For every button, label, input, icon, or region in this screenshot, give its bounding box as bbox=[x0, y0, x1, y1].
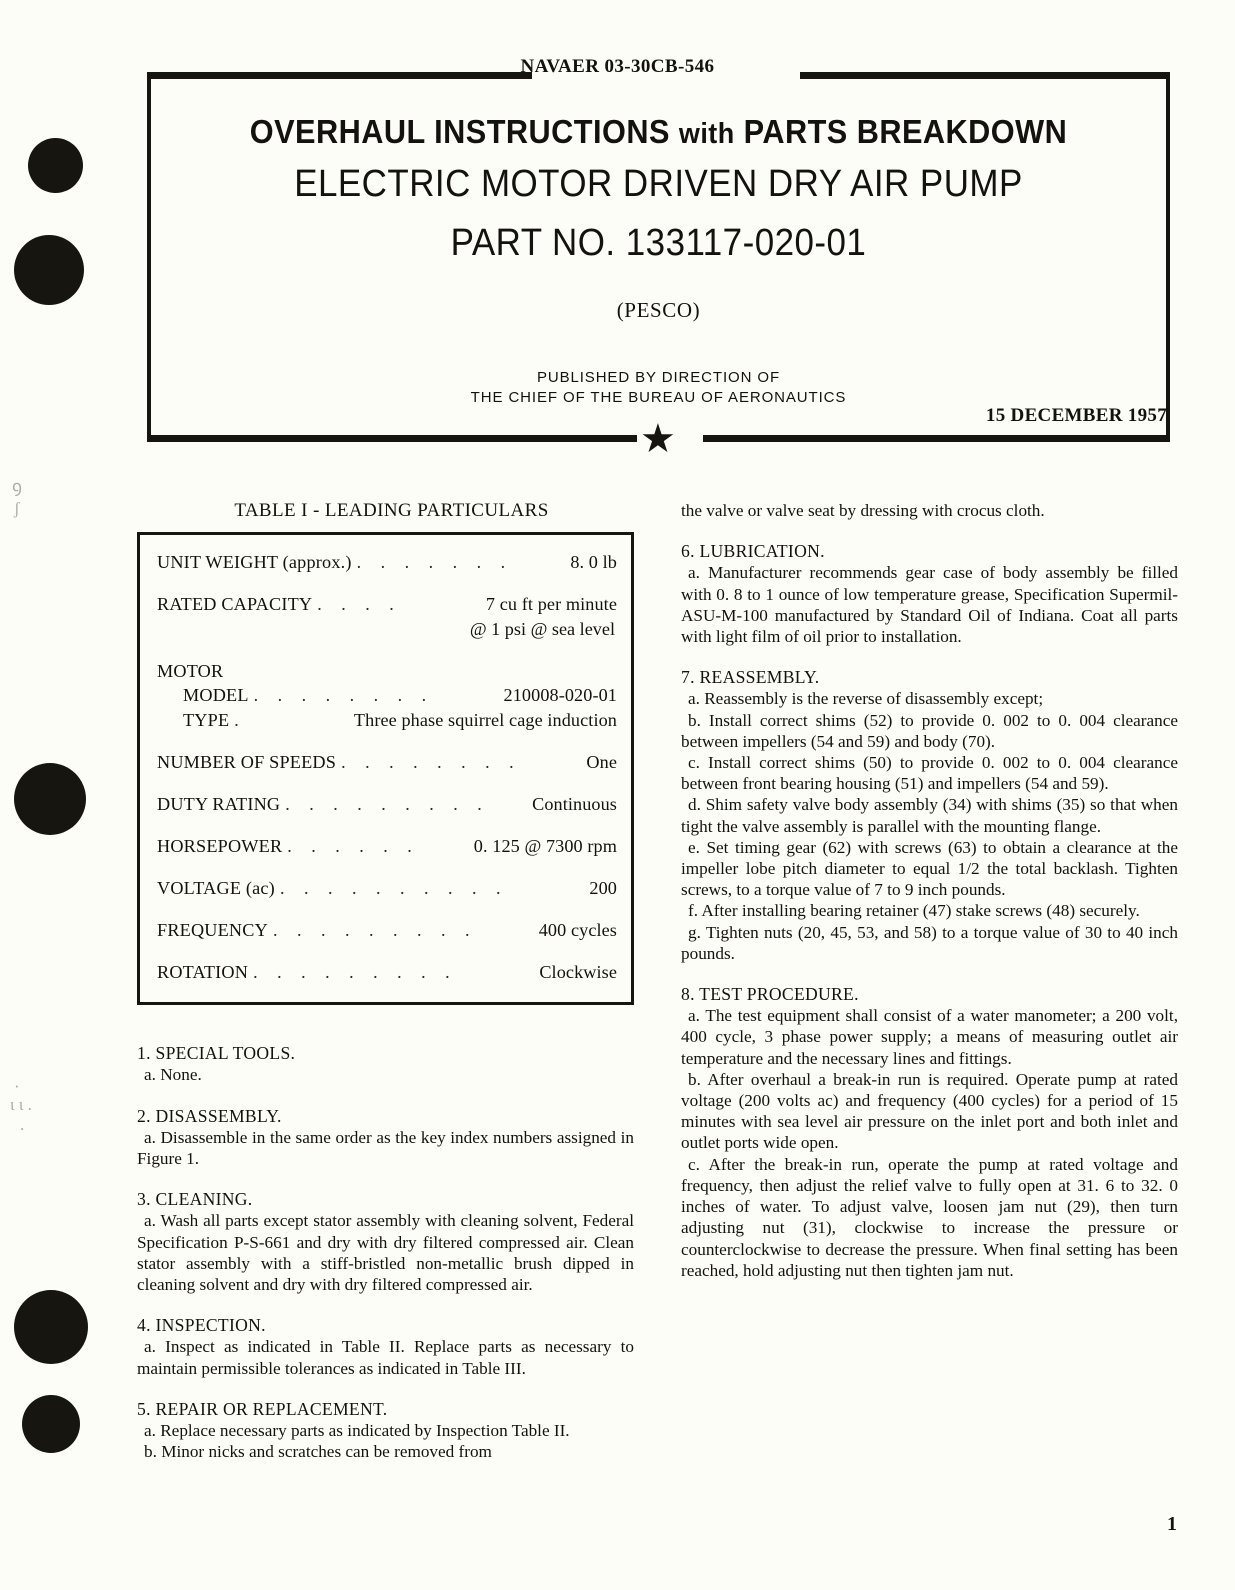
publication-date: 15 DECEMBER 1957 bbox=[985, 405, 1167, 426]
section-repair-or-replacement bbox=[137, 1399, 634, 1463]
published-by-line-1: PUBLISHED BY DIRECTION OF bbox=[536, 369, 781, 386]
row-label: TYPE bbox=[183, 710, 230, 731]
left-column bbox=[137, 500, 634, 1462]
row-label: FREQUENCY bbox=[157, 920, 268, 941]
section-paragraph: g. Tighten nuts (20, 45, 53, and 58) to a torque value of 30 to 40 inch pounds. bbox=[681, 922, 1178, 963]
section-heading: 2. DISASSEMBLY. bbox=[137, 1105, 282, 1126]
table-row bbox=[157, 919, 617, 942]
scan-artifact: · bbox=[14, 1077, 20, 1096]
leader-dots: . . . . . . . . bbox=[341, 752, 522, 773]
section-paragraph: a. Inspect as indicated in Table II. Replace parts as necessary to maintain permissible tolerances as indicated in Table III. bbox=[137, 1337, 634, 1378]
leader-dots: . . . . . . . . . . bbox=[279, 878, 508, 899]
section-paragraph: e. Set timing gear (62) with screws (63) to obtain a clearance at the impeller lobe pitch diameter to equal 1/2 the total backlash. Tighten screws, to a torque value of 7 to 9 inch pounds. bbox=[681, 837, 1178, 900]
scan-artifact: . bbox=[20, 1115, 25, 1134]
published-by-block bbox=[147, 368, 1170, 408]
row-label: NUMBER OF SPEEDS bbox=[157, 752, 337, 773]
binder-hole-mark bbox=[14, 1290, 88, 1364]
scan-artifact: ʃ bbox=[14, 499, 20, 518]
title-part-number: PART NO. 133117-020-01 bbox=[450, 222, 867, 264]
table-row bbox=[157, 684, 617, 707]
row-value: Continuous bbox=[532, 794, 617, 815]
table-row bbox=[157, 709, 617, 732]
row-value: 210008-020-01 bbox=[503, 685, 617, 706]
section-paragraph: a. Disassemble in the same order as the key index numbers assigned in Figure 1. bbox=[137, 1127, 634, 1169]
section-paragraph: b. Install correct shims (52) to provide 0. 002 to 0. 004 clearance between impellers (54 and 59) and body (70). bbox=[681, 710, 1178, 751]
section-heading: 6. LUBRICATION. bbox=[681, 541, 825, 562]
section-paragraph: a. None. bbox=[144, 1065, 202, 1085]
section-reassembly bbox=[681, 667, 1178, 964]
row-label: HORSEPOWER bbox=[157, 836, 283, 857]
title-parts-breakdown: PARTS BREAKDOWN bbox=[743, 113, 1068, 150]
published-by-line-2: THE CHIEF OF THE BUREAU OF AERONAUTICS bbox=[470, 389, 847, 406]
right-column bbox=[681, 500, 1178, 1281]
row-label: MODEL bbox=[183, 685, 249, 706]
table-row bbox=[157, 961, 617, 984]
section-paragraph: a. Wash all parts except stator assembly with cleaning solvent, Federal Specification P-S-661 and dry with dry filtered compressed air. Clean stator assembly with a stiff-bristled non-metallic brush dipped in cleaning solvent and dry with dry filtered compressed air. bbox=[137, 1211, 634, 1295]
title-line-1 bbox=[183, 113, 1134, 151]
binder-hole-mark bbox=[14, 763, 86, 835]
section-heading: 1. SPECIAL TOOLS. bbox=[137, 1043, 296, 1064]
section-paragraph: a. The test equipment shall consist of a water manometer; a 200 volt, 400 cycle, 3 phase power supply; a means of measuring outlet air temperature and the necessary lines and fittings. bbox=[681, 1006, 1178, 1068]
section-paragraph: b. Minor nicks and scratches can be removed from bbox=[144, 1442, 492, 1462]
manufacturer-name: (PESCO) bbox=[616, 298, 701, 322]
table-one-caption: TABLE I - LEADING PARTICULARS bbox=[234, 500, 549, 521]
section-disassembly bbox=[137, 1106, 634, 1170]
row-value: 0. 125 @ 7300 rpm bbox=[473, 836, 617, 857]
section-paragraph: c. After the break-in run, operate the pump at rated voltage and frequency, then adjust the relief valve to fully open at 31. 6 to 32. 0 inches of water. To adjust valve, loosen jam nut (29), then turn adjusting nut (31), clockwise to increase the pressure or counterclockwise to decrease the pressure. When final setting has been reached, hold adjusting nut then tighten jam nut. bbox=[681, 1154, 1178, 1280]
section-cleaning bbox=[137, 1189, 634, 1295]
leader-dots: . . . . . . . . . bbox=[253, 962, 458, 983]
title-overhaul-instructions: OVERHAUL INSTRUCTIONS bbox=[249, 113, 670, 150]
section-test-procedure bbox=[681, 984, 1178, 1281]
section-inspection bbox=[137, 1315, 634, 1379]
section-paragraph: b. After overhaul a break-in run is required. Operate pump at rated voltage (200 volts ac) and frequency (400 cycles) for a period of 15 minutes with sea level air pressure on the inlet port and both inlet and outlet ports wide open. bbox=[681, 1069, 1178, 1153]
section-heading: 4. INSPECTION. bbox=[137, 1315, 266, 1336]
section-paragraph: a. Replace necessary parts as indicated by Inspection Table II. bbox=[144, 1421, 570, 1441]
section-paragraph: d. Shim safety valve body assembly (34) with shims (35) so that when tight the valve assembly is parallel with the mounting flange. bbox=[681, 795, 1178, 836]
scan-artifact: ꝯ bbox=[12, 477, 22, 496]
table-row bbox=[157, 835, 617, 858]
section-heading: 7. REASSEMBLY. bbox=[681, 667, 820, 688]
leader-dots: . bbox=[234, 710, 247, 731]
section-heading: 3. CLEANING. bbox=[137, 1189, 253, 1210]
leader-dots: . . . . bbox=[317, 594, 402, 615]
row-value-continuation: @ 1 psi @ sea level bbox=[469, 619, 615, 640]
table-row bbox=[157, 551, 617, 574]
star-icon: ★ bbox=[640, 416, 676, 461]
row-label: VOLTAGE (ac) bbox=[157, 878, 275, 899]
row-value: 7 cu ft per minute bbox=[485, 594, 617, 615]
table-row bbox=[157, 877, 617, 900]
binder-hole-mark bbox=[14, 235, 84, 305]
row-label: UNIT WEIGHT (approx.) bbox=[157, 552, 352, 573]
scan-artifact: ɩ ɩ . bbox=[10, 1095, 32, 1114]
title-line-2: ELECTRIC MOTOR DRIVEN DRY AIR PUMP bbox=[294, 163, 1023, 205]
section-heading: 5. REPAIR OR REPLACEMENT. bbox=[137, 1398, 388, 1419]
table-row bbox=[157, 593, 617, 616]
section-paragraph: a. Reassembly is the reverse of disassembly except; bbox=[688, 689, 1044, 709]
continued-paragraph: the valve or valve seat by dressing with crocus cloth. bbox=[681, 501, 1045, 520]
leader-dots: . . . . . . . . . bbox=[285, 794, 490, 815]
leader-dots: . . . . . . . . . bbox=[272, 920, 477, 941]
leader-dots: . . . . . . . bbox=[356, 552, 513, 573]
title-bottom-rule-left bbox=[147, 435, 637, 442]
table-row bbox=[157, 751, 617, 774]
binder-hole-mark bbox=[28, 138, 83, 193]
row-value: Clockwise bbox=[539, 962, 617, 983]
leader-dots: . . . . . . bbox=[287, 836, 420, 857]
row-value: 8. 0 lb bbox=[570, 552, 617, 573]
section-paragraph: c. Install correct shims (50) to provide 0. 002 to 0. 004 clearance between front bearing housing (51) and impellers (54 and 59). bbox=[681, 753, 1178, 794]
row-value: 200 bbox=[589, 878, 617, 899]
row-value: 400 cycles bbox=[538, 920, 617, 941]
table-one-leading-particulars bbox=[137, 532, 634, 1005]
title-with: with bbox=[678, 118, 735, 150]
section-heading: 8. TEST PROCEDURE. bbox=[681, 984, 859, 1005]
row-value: Three phase squirrel cage induction bbox=[353, 710, 617, 731]
page-number: 1 bbox=[1167, 1513, 1177, 1535]
section-paragraph: a. Manufacturer recommends gear case of body assembly be filled with 0. 8 to 1 ounce of low temperature grease, Specification Supermil-ASU-M-100 manufactured by Standard Oil of Indiana. Coat all parts with light film of oil prior to installation. bbox=[681, 563, 1178, 647]
binder-hole-mark bbox=[22, 1395, 80, 1453]
row-label: RATED CAPACITY bbox=[157, 594, 313, 615]
navaer-number: NAVAER 03-30CB-546 bbox=[520, 56, 715, 77]
row-label-motor: MOTOR bbox=[157, 661, 224, 682]
table-row bbox=[157, 793, 617, 816]
title-bottom-rule-right bbox=[703, 435, 1170, 442]
row-label: DUTY RATING bbox=[157, 794, 281, 815]
row-label: ROTATION bbox=[157, 962, 249, 983]
leader-dots: . . . . . . . . bbox=[253, 685, 434, 706]
section-lubrication bbox=[681, 541, 1178, 647]
row-value: One bbox=[586, 752, 617, 773]
section-special-tools bbox=[137, 1043, 634, 1085]
section-paragraph: f. After installing bearing retainer (47) stake screws (48) securely. bbox=[688, 901, 1140, 921]
